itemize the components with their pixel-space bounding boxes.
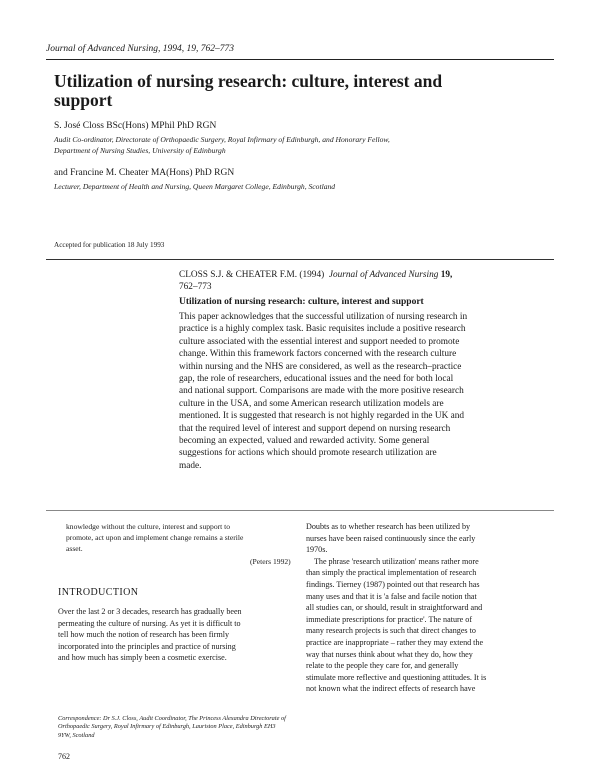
citation-authors: CLOSS S.J. & CHEATER F.M. (1994) [179, 270, 325, 280]
quote-line: knowledge without the culture, interest and support to [66, 522, 231, 531]
body-line: Doubts as to whether research has been utilized by [306, 522, 471, 531]
body-line: many research projects is such that direct changes to [306, 626, 476, 636]
abstract-line: that the required level of interest and support depend on nursing research [179, 423, 451, 434]
body-line: practice are inappropriate – rather they may extend the [306, 637, 484, 647]
author-1-name: S. José Closs BSc(Hons) MPhil PhD RGN [54, 121, 217, 131]
abstract-line: culture in the USA, and some American research utilization models are [179, 398, 444, 409]
abstract-line: practice is a highly complex task. Basic requisites include a positive research [179, 324, 466, 335]
intro-line: incorporated into the principles and practice of nursing [58, 641, 236, 651]
body-line: all studies can, or should, result in straightforward and [306, 603, 483, 613]
abstract-title: Utilization of nursing research: culture, interest and support [179, 297, 424, 307]
body-line: than simply the practical implementation of research [306, 568, 477, 578]
article-title: Utilization of nursing research: culture, interest and support [54, 71, 443, 110]
header-rule [46, 59, 554, 60]
journal-citation-header: Journal of Advanced Nursing, 1994, 19, 762–773 [46, 44, 234, 54]
body-line: The phrase 'research utilization' means rather more [306, 556, 479, 566]
body-line: findings. Tierney (1987) pointed out that research has [306, 579, 480, 589]
abstract-text [179, 311, 501, 472]
body-line: 1970s. [306, 545, 328, 555]
abstract-top-rule [46, 259, 554, 260]
abstract-line: suggestions for actions which should promote research utilization are [179, 448, 437, 459]
body-line: many uses and that it is 'a false and facile notion that [306, 591, 477, 601]
body-line: immediate prescriptions for practice'. The nature of [306, 614, 473, 624]
correspondence-line: 9YW, Scotland [58, 731, 95, 739]
abstract-line: This paper acknowledges that the successful utilization of nursing research in [179, 312, 468, 322]
body-line: relate to the people they care for, and generally [306, 661, 459, 671]
body-line: stimulate more reflective and questioning attitudes. It is [306, 672, 487, 682]
epigraph-quote [66, 521, 294, 554]
intro-line: tell how much the notion of research has been firmly [58, 630, 230, 640]
body-line: nurses have been raised continuously since the early [306, 533, 476, 543]
correspondence-line: Correspondence: Dr S.J. Closs, Audit Coordinator, The Princess Alexandra Directorate of [58, 715, 286, 722]
abstract-line: change. Within this framework factors concerned with the research culture [179, 349, 457, 360]
author-2-name: and Francine M. Cheater MA(Hons) PhD RGN [54, 168, 235, 178]
abstract-line: gap, the role of researchers, educational issues and the need for both local [179, 374, 454, 385]
citation-volume: 19, [440, 270, 453, 280]
correspondence-line: Orthopaedic Surgery, Royal Infirmary of Edinburgh, Lauriston Place, Edinburgh EH3 [58, 723, 276, 731]
abstract-line: and national support. Comparisons are made with the more positive research [179, 386, 464, 397]
author-2-affiliation: Lecturer, Department of Health and Nursing, Queen Margaret College, Edinburgh, Scotland [54, 182, 336, 191]
section-heading-introduction: INTRODUCTION [58, 587, 139, 598]
body-line: not known what the indirect effects of research have [306, 684, 476, 694]
body-line: way that nurses think about what they do, how they [306, 649, 473, 659]
abstract-citation [179, 270, 519, 293]
abstract-line: culture associated with the essential interest and support needed to promote [179, 336, 460, 347]
abstract-line: within nursing and the NHS are considered, as well as the research–practice [179, 361, 462, 372]
quote-source: (Peters 1992) [250, 557, 291, 566]
citation-pages: 762–773 [179, 281, 212, 292]
accepted-date: Accepted for publication 18 July 1993 [54, 241, 165, 249]
author-1-affiliation: Audit Co-ordinator, Directorate of Orthopaedic Surgery, Royal Infirmary of Edinburgh, and Honorary Fellow, Department of Nursing Studies, University of Edinburgh [54, 135, 390, 155]
abstract-line: made. [179, 460, 202, 471]
intro-line: Over the last 2 or 3 decades, research has gradually been [58, 607, 242, 616]
abstract-bottom-rule [46, 510, 554, 511]
correspondence-footnote [58, 715, 298, 740]
right-column-text [306, 521, 544, 695]
introduction-paragraph [58, 606, 294, 664]
citation-journal: Journal of Advanced Nursing [328, 270, 439, 280]
quote-line: promote, act upon and implement change remains a sterile [66, 533, 244, 542]
abstract-line: becoming an expected, valued and rewarded activity. Some general [179, 436, 430, 447]
abstract-line: mentioned. It is suggested that research is not highly regarded in the UK and [179, 411, 465, 422]
page-number: 762 [58, 752, 70, 761]
intro-line: permeating the culture of nursing. As yet it is difficult to [58, 618, 241, 628]
intro-line: and how much has simply been a cosmetic exercise. [58, 653, 227, 663]
quote-line: asset. [66, 544, 83, 553]
